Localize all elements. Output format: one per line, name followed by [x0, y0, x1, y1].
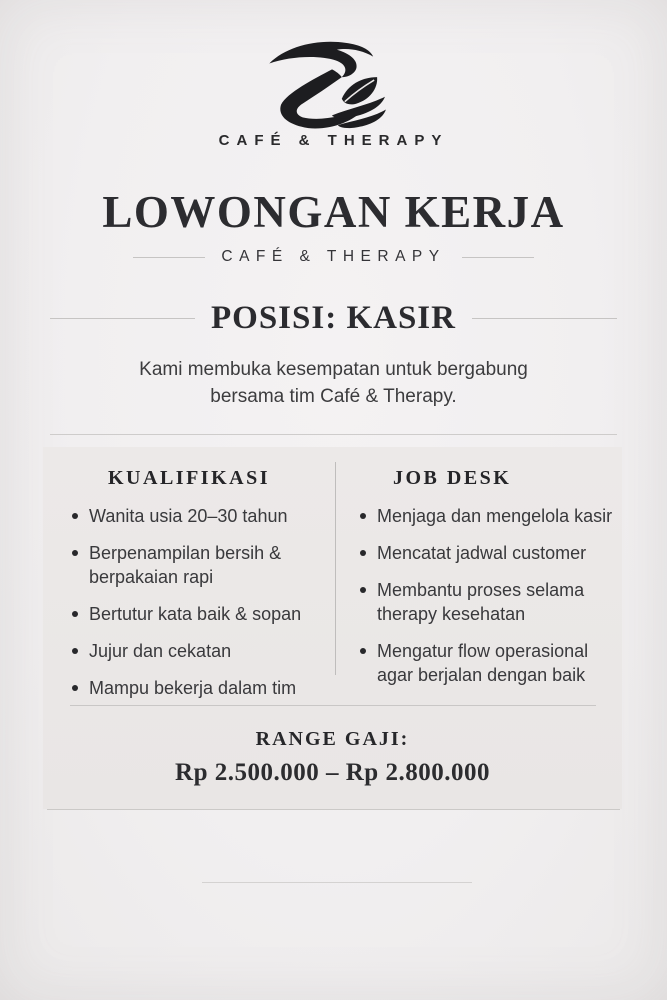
salary-divider — [70, 705, 596, 706]
list-item — [360, 639, 622, 687]
list-item-text: Membantu proses selama therapy kesehatan — [377, 580, 585, 624]
bullet-dot-icon — [360, 587, 366, 593]
bullet-dot-icon — [360, 648, 366, 654]
bullet-dot-icon — [72, 550, 78, 556]
jobdesk-list — [360, 504, 622, 687]
list-item-text: Menjaga dan mengelola kasir — [377, 506, 613, 526]
jobdesk-column — [335, 447, 622, 700]
intro-text: Kami membuka kesempatan untuk bergabung bersama tim Café & Therapy. — [139, 359, 528, 407]
footer-rule — [202, 882, 472, 883]
list-item-text: Bertutur kata baik & sopan — [89, 604, 302, 624]
list-item-text: Wanita usia 20–30 tahun — [89, 506, 288, 526]
subtitle-right-rule — [462, 257, 534, 258]
bullet-dot-icon — [72, 685, 78, 691]
position-left-rule — [50, 318, 195, 319]
list-item — [360, 504, 622, 528]
list-item-text: Mengatur flow operasional agar berjalan dengan baik — [377, 641, 589, 685]
list-item — [72, 504, 335, 528]
list-item-text: Mencatat jadwal customer — [377, 543, 587, 563]
position-heading: POSISI: KASIR — [211, 300, 456, 336]
poster-subtitle: CAFÉ & THERAPY — [221, 248, 446, 265]
details-panel — [43, 447, 622, 809]
position-right-rule — [472, 318, 617, 319]
cafe-therapy-logo-icon — [257, 36, 409, 134]
list-item-text: Berpenampilan bersih & berpakaian rapi — [89, 543, 282, 587]
top-divider — [50, 434, 617, 435]
subtitle-row — [0, 248, 667, 266]
subtitle-left-rule — [133, 257, 205, 258]
qualifications-list — [72, 504, 335, 700]
list-item — [360, 541, 622, 565]
position-row — [0, 300, 667, 337]
qualifications-column — [43, 447, 335, 713]
list-item — [72, 541, 335, 589]
qualifications-heading: KUALIFIKASI — [108, 467, 270, 489]
list-item — [72, 602, 335, 626]
list-item-text: Jujur dan cekatan — [89, 641, 232, 661]
bullet-dot-icon — [360, 513, 366, 519]
list-item-text: Mampu bekerja dalam tim — [89, 678, 297, 698]
bullet-dot-icon — [72, 513, 78, 519]
list-item — [360, 578, 622, 626]
bullet-dot-icon — [72, 611, 78, 617]
jobdesk-heading: JOB DESK — [393, 467, 512, 489]
list-item — [72, 639, 335, 663]
salary-range: Rp 2.500.000 – Rp 2.800.000 — [175, 759, 490, 786]
bullet-dot-icon — [72, 648, 78, 654]
intro-paragraph — [0, 356, 667, 410]
poster-title: LOWONGAN KERJA — [102, 187, 565, 237]
logo-wordmark: CAFÉ & THERAPY — [218, 132, 449, 149]
list-item — [72, 676, 335, 700]
salary-heading: RANGE GAJI: — [255, 728, 410, 750]
panel-bottom-rule — [47, 809, 620, 810]
bullet-dot-icon — [360, 550, 366, 556]
